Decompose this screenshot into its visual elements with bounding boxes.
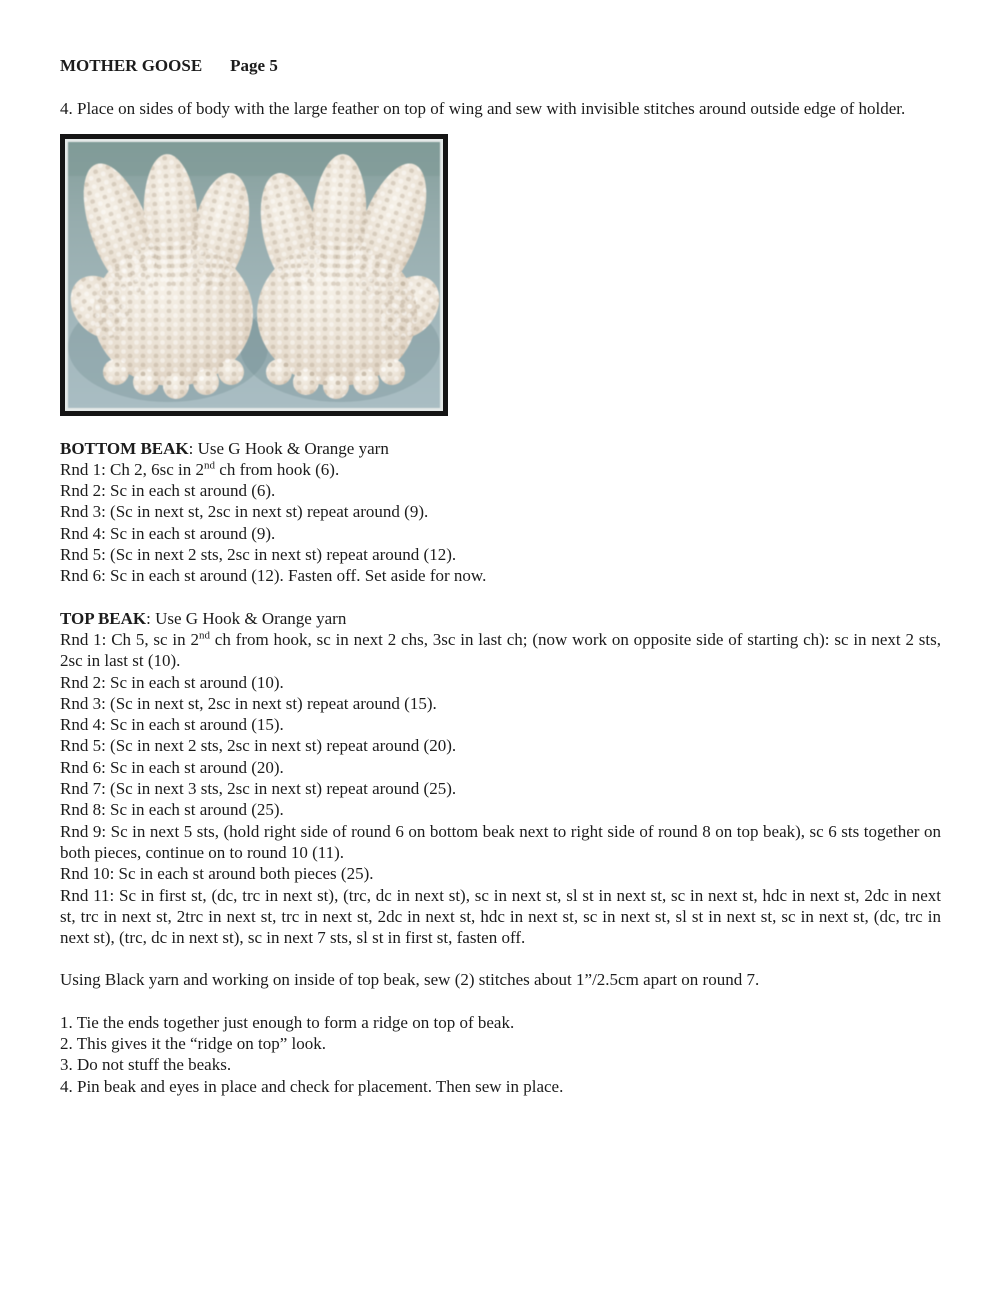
top-beak-section bbox=[60, 608, 941, 949]
bottom-beak-heading: BOTTOM BEAK: Use G Hook & Orange yarn bbox=[60, 438, 389, 458]
round-instruction: Rnd 9: Sc in next 5 sts, (hold right side of round 6 on bottom beak next to right side of round 8 on top beak), sc 6 sts together on both pieces, continue on to round 10 (11). bbox=[60, 821, 941, 862]
round-instruction: Rnd 3: (Sc in next st, 2sc in next st) repeat around (9). bbox=[60, 502, 429, 522]
round-instruction: Rnd 8: Sc in each st around (25). bbox=[60, 800, 284, 820]
round-instruction: Rnd 11: Sc in first st, (dc, trc in next st), (trc, dc in next st), sc in next st, sl st in next st, sc in next st, hdc in next st, 2dc in next st, trc in next st, 2trc in next st, trc in next st, 2dc in next st, hdc in next st, sc in next st, sl st in next st, sc in next st, (dc, trc in next st), (trc, dc in next st), sc in next 7 sts, sl st in first st, fasten off. bbox=[60, 885, 941, 948]
document-page bbox=[60, 55, 941, 1097]
page-number-label: Page 5 bbox=[230, 56, 278, 75]
wings-photo bbox=[68, 142, 440, 408]
intro-paragraph: 4. Place on sides of body with the large feather on top of wing and sew with invisible stitches around outside edge of holder. bbox=[60, 99, 906, 119]
page-header bbox=[60, 55, 941, 76]
top-beak-heading: TOP BEAK: Use G Hook & Orange yarn bbox=[60, 608, 347, 628]
finishing-step: 2. This gives it the “ridge on top” look. bbox=[60, 1034, 326, 1054]
round-instruction: Rnd 7: (Sc in next 3 sts, 2sc in next st) repeat around (25). bbox=[60, 779, 457, 799]
round-instruction: Rnd 4: Sc in each st around (15). bbox=[60, 715, 284, 735]
round-instruction: Rnd 1: Ch 2, 6sc in 2nd ch from hook (6). bbox=[60, 459, 340, 479]
finishing-step: 1. Tie the ends together just enough to form a ridge on top of beak. bbox=[60, 1012, 515, 1032]
round-instruction: Rnd 2: Sc in each st around (6). bbox=[60, 481, 276, 501]
finishing-step: 3. Do not stuff the beaks. bbox=[60, 1055, 232, 1075]
round-instruction: Rnd 1: Ch 5, sc in 2nd ch from hook, sc in next 2 chs, 3sc in last ch; (now work on opposite side of starting ch): sc in next 2 sts, 2sc in last st (10). bbox=[60, 629, 941, 671]
ordinal-superscript: nd bbox=[204, 459, 216, 472]
round-instruction: Rnd 5: (Sc in next 2 sts, 2sc in next st) repeat around (20). bbox=[60, 736, 457, 756]
ordinal-superscript: nd bbox=[198, 629, 210, 642]
round-instruction: Rnd 6: Sc in each st around (20). bbox=[60, 757, 284, 777]
pattern-photo-frame bbox=[60, 134, 448, 416]
round-instruction: Rnd 10: Sc in each st around both pieces (25). bbox=[60, 864, 374, 884]
page-title: MOTHER GOOSE bbox=[60, 56, 203, 75]
round-instruction: Rnd 5: (Sc in next 2 sts, 2sc in next st) repeat around (12). bbox=[60, 545, 457, 565]
bottom-beak-section bbox=[60, 438, 941, 587]
round-instruction: Rnd 3: (Sc in next st, 2sc in next st) repeat around (15). bbox=[60, 693, 437, 713]
round-instruction: Rnd 2: Sc in each st around (10). bbox=[60, 672, 284, 692]
finishing-steps-list bbox=[60, 1012, 941, 1097]
round-instruction: Rnd 4: Sc in each st around (9). bbox=[60, 523, 276, 543]
round-instruction: Rnd 6: Sc in each st around (12). Fasten off. Set aside for now. bbox=[60, 566, 487, 586]
black-yarn-note: Using Black yarn and working on inside of top beak, sew (2) stitches about 1”/2.5cm apart on round 7. bbox=[60, 970, 760, 990]
finishing-step: 4. Pin beak and eyes in place and check for placement. Then sew in place. bbox=[60, 1076, 564, 1096]
